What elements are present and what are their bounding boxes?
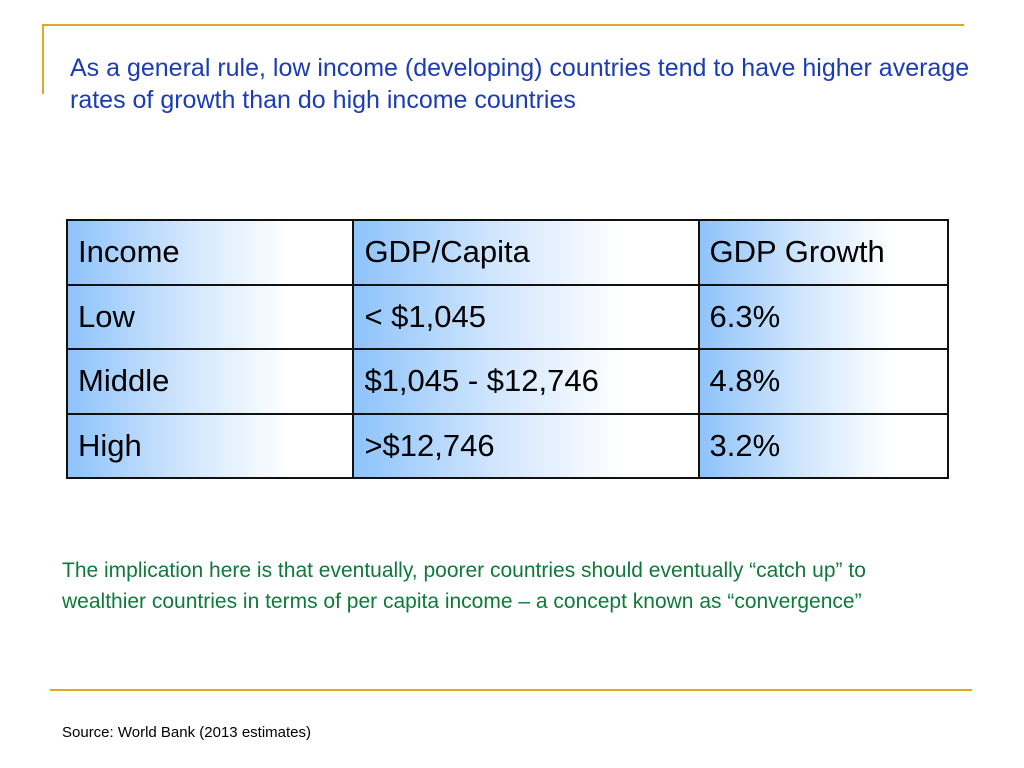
header-gdp-growth: GDP Growth bbox=[699, 220, 948, 285]
bottom-rule bbox=[50, 689, 972, 691]
cell-gdp-growth-middle: 4.8% bbox=[699, 349, 948, 414]
cell-income-low: Low bbox=[67, 285, 353, 350]
top-rule bbox=[42, 24, 964, 26]
table-row-middle bbox=[67, 349, 948, 414]
cell-gdp-growth-low: 6.3% bbox=[699, 285, 948, 350]
cell-gdp-growth-high: 3.2% bbox=[699, 414, 948, 479]
header-gdp-capita: GDP/Capita bbox=[353, 220, 698, 285]
table-row-high bbox=[67, 414, 948, 479]
header-income: Income bbox=[67, 220, 353, 285]
cell-gdp-capita-middle: $1,045 - $12,746 bbox=[353, 349, 698, 414]
income-growth-table bbox=[66, 219, 949, 479]
source-note: Source: World Bank (2013 estimates) bbox=[62, 724, 312, 741]
cell-income-middle: Middle bbox=[67, 349, 353, 414]
cell-gdp-capita-low: < $1,045 bbox=[353, 285, 698, 350]
slide-title: As a general rule, low income (developing) countries tend to have higher average rates of growth than do high income countries bbox=[70, 54, 970, 114]
cell-income-high: High bbox=[67, 414, 353, 479]
left-rule bbox=[42, 24, 44, 94]
implication-text: The implication here is that eventually, poorer countries should eventually “catch up” to wealthier countries in terms of per capita income – a concept known as “convergence” bbox=[62, 559, 866, 613]
table-row-low bbox=[67, 285, 948, 350]
cell-gdp-capita-high: >$12,746 bbox=[353, 414, 698, 479]
table-header-row bbox=[67, 220, 948, 285]
